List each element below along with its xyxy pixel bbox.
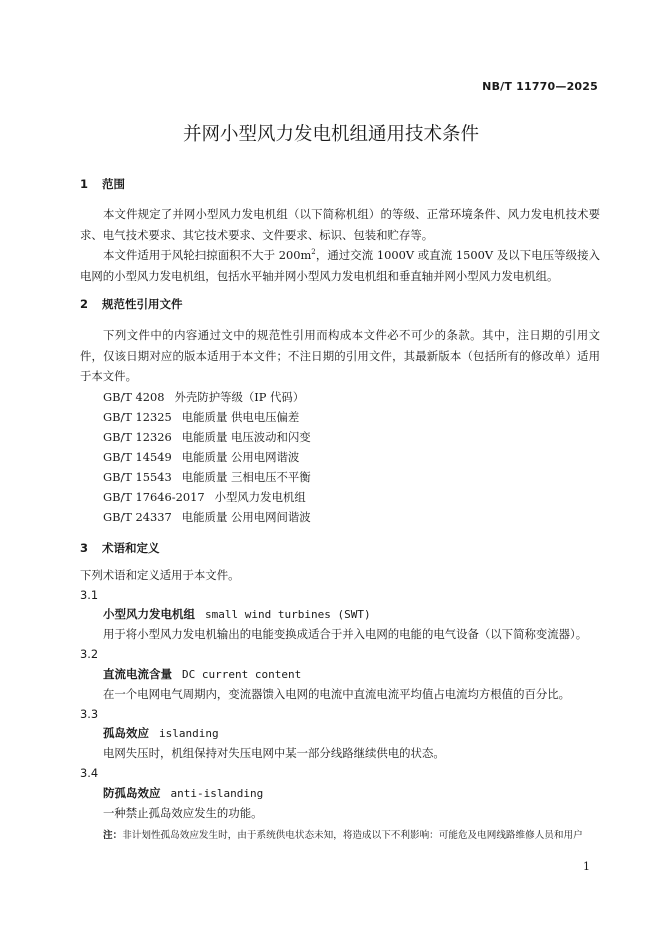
reference-title: 电能质量 公用电网间谐波 [181,510,311,524]
section-heading-terms [80,540,160,556]
reference-item [103,489,306,505]
reference-code: GB/T 15543 [103,470,172,484]
reference-code: GB/T 12326 [103,430,172,444]
reference-code: GB/T 17646-2017 [103,490,205,504]
term-definition: 在一个电网电气周期内，变流器馈入电网的电流中直流电流平均值占电流均方根值的百分比。 [103,687,571,701]
reference-item [103,389,304,405]
section-title: 范围 [102,177,125,191]
reference-item [103,509,311,525]
term-number: 3.3 [80,707,99,721]
term-heading [103,785,263,801]
term-english: anti-islanding [170,787,264,800]
reference-code: GB/T 4208 [103,390,165,404]
reference-item [103,429,311,445]
superscript: 2 [311,248,316,257]
reference-item [103,469,311,485]
term-definition: 一种禁止孤岛效应发生的功能。 [103,806,263,820]
section-number: 3 [80,541,89,555]
reference-code: GB/T 12325 [103,410,172,424]
document-title: 并网小型风力发电机组通用技术条件 [182,124,479,145]
scope-paragraph-1: 本文件规定了并网小型风力发电机组（以下简称机组）的等级、正常环境条件、风力发电机技术要求、电气技术要求、其它技术要求、文件要求、标识、包装和贮存等。 [80,207,600,242]
term-number: 3.4 [80,766,99,780]
section-number: 1 [80,177,89,191]
reference-title: 电能质量 电压波动和闪变 [181,430,311,444]
term-chinese: 小型风力发电机组 [103,607,195,621]
term-chinese: 防孤岛效应 [103,786,161,800]
term-heading [103,725,219,741]
term-english: small wind turbines (SWT) [205,608,371,621]
section-heading-scope [80,176,125,192]
scope-paragraph-2-end: ，通过交流 1000V 或直流 1500V 及以下电压等级接入电网的小型风力发电机组，包括水平轴并网小型风力发电机组和垂直轴并网小型风力发电机组。 [80,248,600,283]
page-number: 1 [583,860,590,873]
reference-title: 外壳防护等级（IP 代码） [174,390,305,404]
reference-item [103,409,299,425]
term-definition: 电网失压时，机组保持对失压电网中某一部分线路继续供电的状态。 [103,746,445,760]
reference-title: 电能质量 供电电压偏差 [181,410,300,424]
term-number: 3.2 [80,647,99,661]
reference-item [103,449,299,465]
standard-number: NB/T 11770—2025 [482,80,598,93]
term-number: 3.1 [80,588,99,602]
term-heading [103,666,301,682]
reference-title: 电能质量 公用电网谐波 [181,450,300,464]
term-chinese: 直流电流含量 [103,667,172,681]
term-english: islanding [159,727,219,740]
scope-paragraph-2-start: 本文件适用于风轮扫掠面积不大于 200m [103,248,312,262]
normative-intro: 下列文件中的内容通过文中的规范性引用而构成本文件必不可少的条款。其中，注日期的引用文件，仅该日期对应的版本适用于本文件；不注日期的引用文件，其最新版本（包括所有的修改单）适用于本文件。 [80,328,600,383]
scope-paragraph-2 [80,245,600,286]
term-english: DC current content [182,668,302,681]
section-number: 2 [80,297,89,311]
terms-intro: 下列术语和定义适用于本文件。 [80,568,240,582]
note-text: 非计划性孤岛效应发生时，由于系统供电状态未知，将造成以下不利影响：可能危及电网线路维修人员和用户 [122,830,583,841]
reference-title: 小型风力发电机组 [214,490,306,504]
reference-code: GB/T 14549 [103,450,172,464]
term-definition: 用于将小型风力发电机输出的电能变换成适合于并入电网的电能的电气设备（以下简称变流器）。 [103,627,588,641]
term-chinese: 孤岛效应 [103,726,149,740]
reference-title: 电能质量 三相电压不平衡 [181,470,311,484]
section-title: 规范性引用文件 [102,297,183,311]
term-heading [103,606,371,622]
reference-code: GB/T 24337 [103,510,172,524]
section-title: 术语和定义 [102,541,160,555]
note-label: 注： [103,830,123,841]
note [103,827,583,841]
section-heading-normative [80,296,183,312]
